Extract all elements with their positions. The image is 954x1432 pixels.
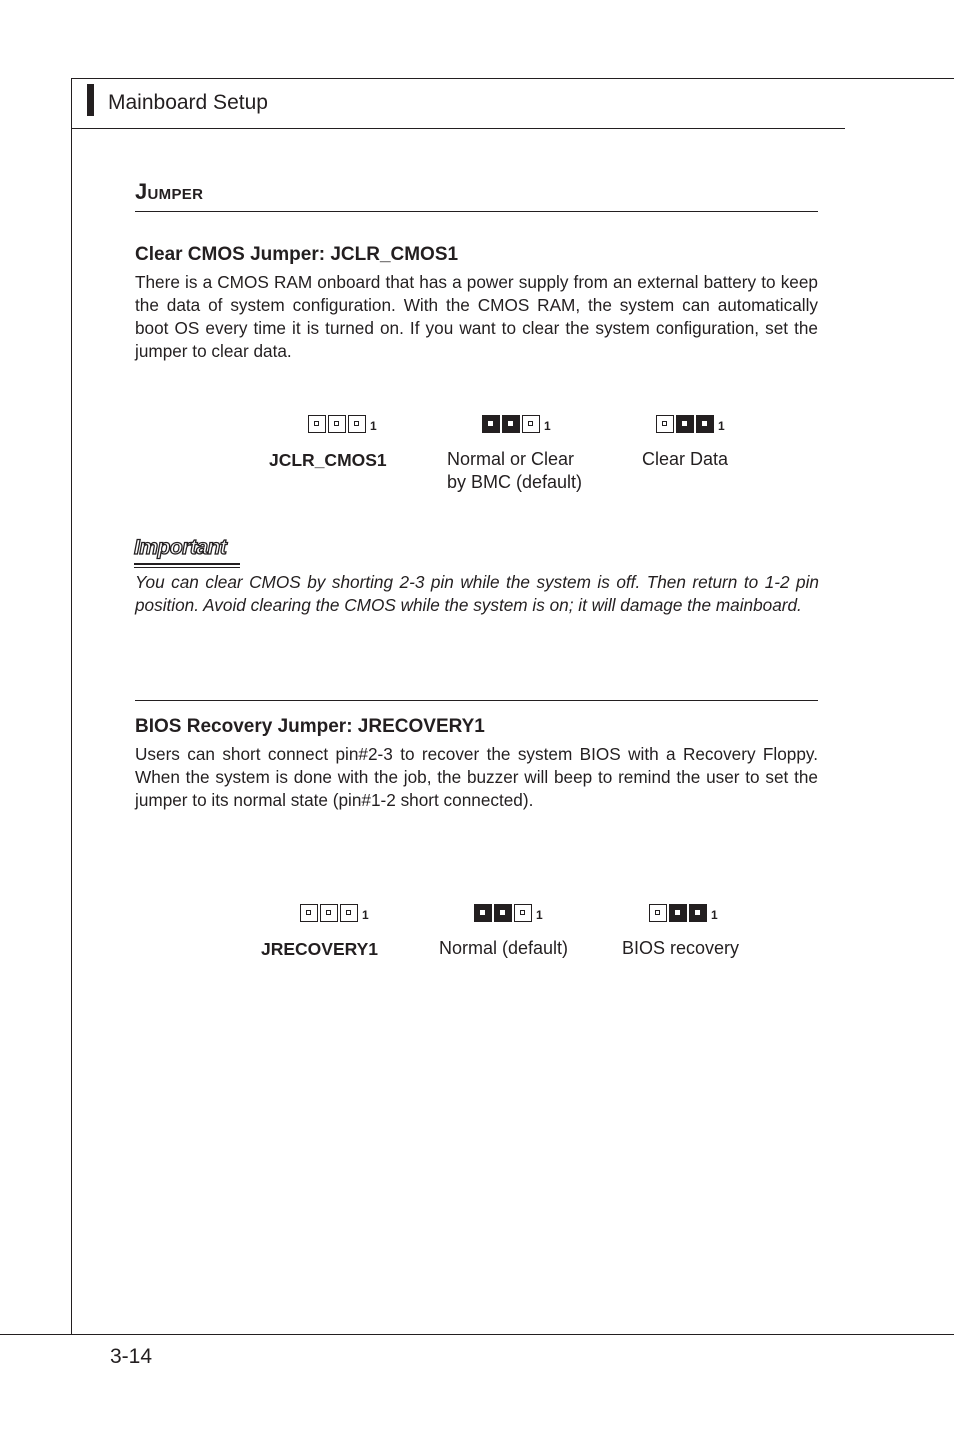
recovery-title: BIOS Recovery Jumper: JRECOVERY1 [135,716,485,737]
recovery-bios-diagram [649,904,718,922]
pin-shorted [482,415,500,433]
section-title: Jumper [135,179,204,204]
cmos-body: There is a CMOS RAM onboard that has a power supply from an external battery to keep the data of system configuration. With the CMOS RAM, the system can automatically boot OS every time it is turned on. If you want to clear the system configuration, set the jumper to clear data. [135,272,818,361]
pin-open [320,904,338,922]
jclr-cmos1-diagram [308,415,377,433]
pin-open [328,415,346,433]
pin-shorted [474,904,492,922]
pin-shorted [696,415,714,433]
pin-one-label: 1 [711,908,718,922]
page-frame-bottom [0,1334,954,1335]
pin-shorted [502,415,520,433]
pin-open [514,904,532,922]
pin-shorted [689,904,707,922]
cmos-normal-caption-line1: Normal or Clear [447,449,575,469]
recovery-body: Users can short connect pin#2-3 to recover the system BIOS with a Recovery Floppy. When the system is done with the job, the buzzer will beep to remind the user to set the jumper to its normal state (pin#1-2 short connected). [135,744,818,810]
section-divider [135,700,818,701]
pin-open [308,415,326,433]
pin-open [522,415,540,433]
jrecovery1-caption: JRECOVERY1 [261,939,379,959]
pin-open [649,904,667,922]
pin-open [340,904,358,922]
pin-one-label: 1 [718,419,725,433]
important-underline [134,563,240,565]
pin-open [348,415,366,433]
header-bar [87,84,94,116]
cmos-title: Clear CMOS Jumper: JCLR_CMOS1 [135,244,459,265]
section-rule [135,211,818,212]
page-frame-top [71,78,954,79]
jrecovery1-diagram [300,904,369,922]
pin-open [656,415,674,433]
page-frame-left [71,78,72,1335]
cmos-clear-caption: Clear Data [642,449,729,469]
cmos-normal-caption-line2: by BMC (default) [447,472,583,492]
jclr-cmos1-caption: JCLR_CMOS1 [269,450,387,470]
pin-one-label: 1 [370,419,377,433]
page-number: 3-14 [110,1345,153,1368]
cmos-normal-diagram [482,415,551,433]
header-title: Mainboard Setup [108,91,268,114]
pin-one-label: 1 [544,419,551,433]
pin-shorted [676,415,694,433]
important-logo [134,534,226,562]
pin-shorted [669,904,687,922]
pin-shorted [494,904,512,922]
important-label: Important [134,536,227,559]
recovery-normal-diagram [474,904,543,922]
important-underline [134,567,240,568]
important-body: You can clear CMOS by shorting 2-3 pin while the system is off. Then return to 1-2 pin position. Avoid clearing the CMOS while the system is on; it will damage the mainboard. [135,572,819,615]
cmos-clear-diagram [656,415,725,433]
header-rule [71,128,845,129]
pin-open [300,904,318,922]
recovery-bios-caption: BIOS recovery [622,938,740,958]
pin-one-label: 1 [362,908,369,922]
pin-one-label: 1 [536,908,543,922]
recovery-normal-caption: Normal (default) [439,938,569,958]
